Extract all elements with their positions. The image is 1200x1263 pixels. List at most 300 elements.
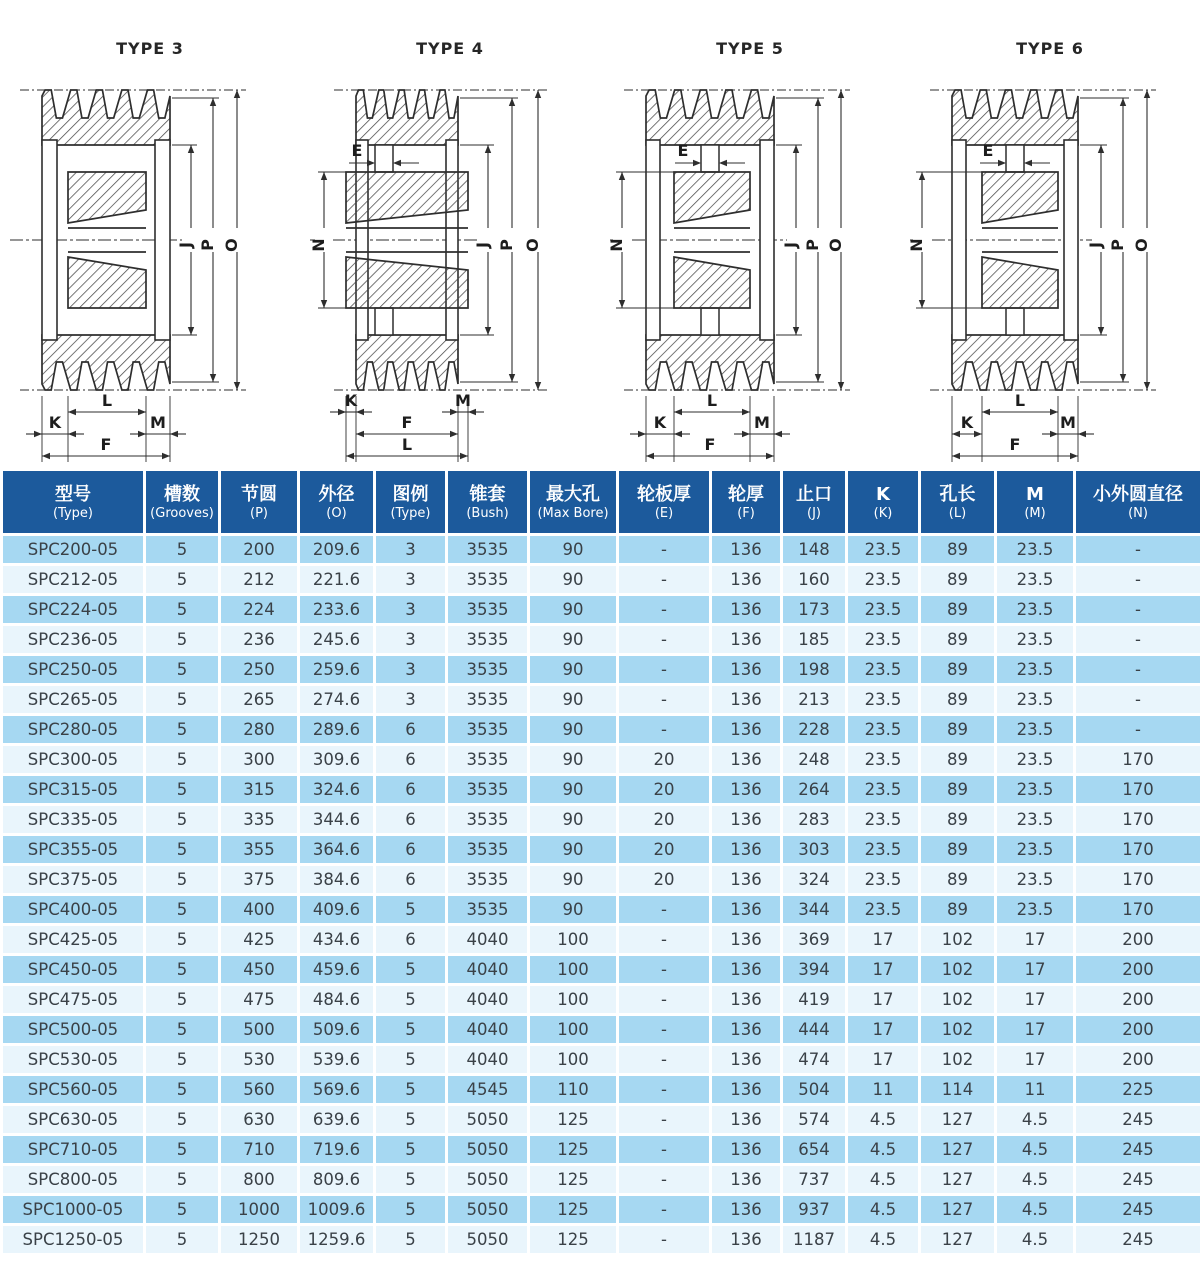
cell: 23.5 [996, 895, 1075, 925]
dim-label-O: O [222, 238, 241, 252]
cell: 809.6 [299, 1165, 375, 1195]
dim-label-M: M [455, 391, 471, 410]
cell: 3535 [447, 865, 529, 895]
cell: 125 [529, 1225, 618, 1255]
cell: 213 [782, 685, 847, 715]
dim-label-K: K [960, 413, 974, 432]
dim-label-E: E [982, 141, 994, 160]
cell: 324.6 [299, 775, 375, 805]
cell: 5050 [447, 1135, 529, 1165]
cell: 89 [920, 655, 996, 685]
column-header: K (K) [847, 470, 920, 535]
diagram-title: TYPE 6 [1016, 39, 1084, 58]
cell: - [618, 1075, 711, 1105]
cell: 23.5 [996, 625, 1075, 655]
cell: 3535 [447, 685, 529, 715]
cell: 245 [1075, 1135, 1200, 1165]
cell: - [618, 565, 711, 595]
cell: - [618, 1015, 711, 1045]
dim-label-M: M [150, 413, 166, 432]
cell: 89 [920, 535, 996, 565]
cell: 89 [920, 835, 996, 865]
cell: 17 [996, 925, 1075, 955]
cell: 444 [782, 1015, 847, 1045]
cell: 3535 [447, 835, 529, 865]
column-header: 外径 (O) [299, 470, 375, 535]
column-header: 轮厚 (F) [711, 470, 782, 535]
cell: 3535 [447, 805, 529, 835]
cell: 89 [920, 685, 996, 715]
cell: SPC300-05 [2, 745, 145, 775]
cell: 136 [711, 655, 782, 685]
dim-label-L: L [706, 391, 718, 410]
column-header: 轮板厚 (E) [618, 470, 711, 535]
cell: 136 [711, 835, 782, 865]
cell: 3 [375, 535, 447, 565]
cell: 228 [782, 715, 847, 745]
cell: - [1075, 565, 1200, 595]
cell: 1250 [220, 1225, 299, 1255]
cell: 355 [220, 835, 299, 865]
cell: 20 [618, 805, 711, 835]
table-header [2, 470, 1200, 535]
cell: 3535 [447, 655, 529, 685]
cell: 102 [920, 985, 996, 1015]
cell: 364.6 [299, 835, 375, 865]
cell: 500 [220, 1015, 299, 1045]
cell: 1000 [220, 1195, 299, 1225]
cell: 136 [711, 1045, 782, 1075]
cell: SPC475-05 [2, 985, 145, 1015]
dim-label-N: N [907, 238, 926, 252]
cell: 6 [375, 835, 447, 865]
cell: 530 [220, 1045, 299, 1075]
table-body [2, 535, 1200, 1255]
cell: 17 [847, 925, 920, 955]
pulley-diagram-type-3 [0, 60, 300, 468]
cell: 5 [145, 1225, 220, 1255]
cell: 5 [375, 1105, 447, 1135]
dim-label-P: P [497, 239, 516, 251]
cell: 200 [1075, 925, 1200, 955]
cell: - [618, 1105, 711, 1135]
cell: - [618, 955, 711, 985]
cell: 3535 [447, 625, 529, 655]
cell: 100 [529, 925, 618, 955]
dim-label-L: L [101, 391, 113, 410]
cell: SPC1000-05 [2, 1195, 145, 1225]
table-row [2, 865, 1200, 895]
cell: 5 [145, 1105, 220, 1135]
cell: SPC224-05 [2, 595, 145, 625]
cell: 136 [711, 985, 782, 1015]
column-header: 节圆 (P) [220, 470, 299, 535]
table-row [2, 745, 1200, 775]
table-row [2, 1045, 1200, 1075]
cell: 136 [711, 1015, 782, 1045]
cell: 1259.6 [299, 1225, 375, 1255]
cell: 574 [782, 1105, 847, 1135]
cell: 6 [375, 925, 447, 955]
cell: 800 [220, 1165, 299, 1195]
cell: 125 [529, 1135, 618, 1165]
cell: 136 [711, 745, 782, 775]
cell: 400 [220, 895, 299, 925]
cell: 136 [711, 595, 782, 625]
cell: 259.6 [299, 655, 375, 685]
cell: 5 [145, 655, 220, 685]
dim-label-F: F [1009, 435, 1021, 454]
cell: 209.6 [299, 535, 375, 565]
cell: - [1075, 625, 1200, 655]
cell: 5 [375, 1135, 447, 1165]
cell: - [1075, 595, 1200, 625]
cell: - [618, 535, 711, 565]
table-row [2, 715, 1200, 745]
cell: 136 [711, 1165, 782, 1195]
cell: 737 [782, 1165, 847, 1195]
cell: 315 [220, 775, 299, 805]
cell: 509.6 [299, 1015, 375, 1045]
cell: 6 [375, 715, 447, 745]
table-row [2, 625, 1200, 655]
table-row [2, 835, 1200, 865]
cell: 90 [529, 745, 618, 775]
cell: 127 [920, 1195, 996, 1225]
cell: 110 [529, 1075, 618, 1105]
cell: 375 [220, 865, 299, 895]
diagram-title: TYPE 5 [716, 39, 784, 58]
cell: 265 [220, 685, 299, 715]
cell: 5 [145, 955, 220, 985]
cell: 539.6 [299, 1045, 375, 1075]
cell: 125 [529, 1165, 618, 1195]
cell: 100 [529, 1045, 618, 1075]
cell: 245 [1075, 1105, 1200, 1135]
cell: 89 [920, 745, 996, 775]
cell: 394 [782, 955, 847, 985]
dim-label-K: K [48, 413, 62, 432]
cell: 114 [920, 1075, 996, 1105]
cell: 4040 [447, 985, 529, 1015]
cell: 170 [1075, 775, 1200, 805]
dim-label-J: J [473, 242, 492, 248]
cell: 23.5 [847, 895, 920, 925]
cell: 125 [529, 1105, 618, 1135]
dim-label-M: M [1060, 413, 1076, 432]
cell: 4.5 [847, 1165, 920, 1195]
cell: 5 [145, 1015, 220, 1045]
cell: 23.5 [996, 535, 1075, 565]
cell: 5 [375, 985, 447, 1015]
cell: 90 [529, 895, 618, 925]
cell: 3535 [447, 895, 529, 925]
cell: 5 [145, 535, 220, 565]
cell: 5 [145, 835, 220, 865]
cell: 654 [782, 1135, 847, 1165]
column-header: 图例 (Type) [375, 470, 447, 535]
cell: 245 [1075, 1195, 1200, 1225]
cell: - [618, 1165, 711, 1195]
cell: 937 [782, 1195, 847, 1225]
cell: 1187 [782, 1225, 847, 1255]
cell: 100 [529, 985, 618, 1015]
cell: 23.5 [996, 595, 1075, 625]
cell: 136 [711, 925, 782, 955]
dim-label-O: O [523, 238, 542, 252]
column-header: 型号 (Type) [2, 470, 145, 535]
cell: - [618, 625, 711, 655]
cell: 434.6 [299, 925, 375, 955]
cell: 23.5 [847, 595, 920, 625]
cell: 4040 [447, 1045, 529, 1075]
cell: 289.6 [299, 715, 375, 745]
table-row [2, 1165, 1200, 1195]
dim-label-M: M [754, 413, 770, 432]
column-header: 小外圆直径 (N) [1075, 470, 1200, 535]
cell: 250 [220, 655, 299, 685]
table-row [2, 655, 1200, 685]
cell: - [618, 595, 711, 625]
table-row [2, 595, 1200, 625]
cell: - [1075, 715, 1200, 745]
cell: 303 [782, 835, 847, 865]
cell: 5 [145, 745, 220, 775]
cell: 212 [220, 565, 299, 595]
cell: 5 [145, 895, 220, 925]
column-header: 锥套 (Bush) [447, 470, 529, 535]
cell: 5 [145, 565, 220, 595]
cell: SPC335-05 [2, 805, 145, 835]
cell: 5 [375, 1165, 447, 1195]
cell: 3 [375, 595, 447, 625]
table-row [2, 805, 1200, 835]
cell: - [618, 985, 711, 1015]
cell: SPC500-05 [2, 1015, 145, 1045]
diagrams-section [0, 0, 1200, 468]
cell: 17 [847, 1045, 920, 1075]
cell: 504 [782, 1075, 847, 1105]
cell: 5 [375, 1075, 447, 1105]
cell: 17 [847, 955, 920, 985]
dim-label-P: P [803, 239, 822, 251]
cell: SPC200-05 [2, 535, 145, 565]
cell: 335 [220, 805, 299, 835]
cell: 89 [920, 715, 996, 745]
cell: - [618, 1135, 711, 1165]
cell: 248 [782, 745, 847, 775]
cell: SPC375-05 [2, 865, 145, 895]
cell: - [618, 925, 711, 955]
cell: 23.5 [847, 775, 920, 805]
cell: 17 [847, 1015, 920, 1045]
cell: 90 [529, 565, 618, 595]
column-header: 最大孔 (Max Bore) [529, 470, 618, 535]
cell: 5 [145, 1165, 220, 1195]
cell: 4.5 [847, 1195, 920, 1225]
table-row [2, 1105, 1200, 1135]
cell: 90 [529, 685, 618, 715]
cell: 89 [920, 865, 996, 895]
cell: 23.5 [996, 865, 1075, 895]
cell: 236 [220, 625, 299, 655]
cell: 125 [529, 1195, 618, 1225]
cell: 3 [375, 685, 447, 715]
cell: 630 [220, 1105, 299, 1135]
cell: 23.5 [996, 835, 1075, 865]
cell: 160 [782, 565, 847, 595]
cell: 245.6 [299, 625, 375, 655]
cell: 185 [782, 625, 847, 655]
cell: 90 [529, 805, 618, 835]
cell: 136 [711, 805, 782, 835]
cell: 23.5 [996, 565, 1075, 595]
cell: 4040 [447, 1015, 529, 1045]
cell: 23.5 [847, 535, 920, 565]
cell: 23.5 [996, 775, 1075, 805]
cell: 170 [1075, 895, 1200, 925]
cell: 6 [375, 805, 447, 835]
cell: 3 [375, 655, 447, 685]
cell: 23.5 [996, 745, 1075, 775]
cell: - [618, 715, 711, 745]
cell: 127 [920, 1135, 996, 1165]
cell: 200 [1075, 1015, 1200, 1045]
cell: 450 [220, 955, 299, 985]
dim-label-K: K [344, 391, 358, 410]
cell: 4.5 [996, 1105, 1075, 1135]
cell: 369 [782, 925, 847, 955]
table-row [2, 895, 1200, 925]
dim-label-L: L [1014, 391, 1026, 410]
dim-label-L: L [401, 435, 413, 454]
cell: 136 [711, 535, 782, 565]
cell: 11 [847, 1075, 920, 1105]
cell: 419 [782, 985, 847, 1015]
cell: 23.5 [996, 685, 1075, 715]
cell: 5 [145, 715, 220, 745]
cell: 136 [711, 1135, 782, 1165]
cell: 233.6 [299, 595, 375, 625]
cell: - [618, 895, 711, 925]
table-row [2, 1225, 1200, 1255]
cell: 264 [782, 775, 847, 805]
cell: 170 [1075, 805, 1200, 835]
diagram-title: TYPE 4 [416, 39, 484, 58]
cell: 283 [782, 805, 847, 835]
dim-label-F: F [401, 413, 413, 432]
cell: 127 [920, 1105, 996, 1135]
cell: 89 [920, 895, 996, 925]
cell: 5 [145, 925, 220, 955]
cell: 17 [996, 955, 1075, 985]
dim-label-E: E [677, 141, 689, 160]
cell: 300 [220, 745, 299, 775]
cell: SPC630-05 [2, 1105, 145, 1135]
column-header: 槽数 (Grooves) [145, 470, 220, 535]
cell: 5 [145, 1075, 220, 1105]
cell: 90 [529, 865, 618, 895]
table-row [2, 1075, 1200, 1105]
cell: 90 [529, 535, 618, 565]
dim-label-N: N [309, 238, 328, 252]
cell: 280 [220, 715, 299, 745]
cell: 136 [711, 1105, 782, 1135]
dim-label-J: J [1086, 242, 1105, 248]
cell: 245 [1075, 1225, 1200, 1255]
cell: 136 [711, 625, 782, 655]
cell: 5 [145, 625, 220, 655]
cell: 102 [920, 925, 996, 955]
cell: 136 [711, 685, 782, 715]
column-header: 止口 (J) [782, 470, 847, 535]
cell: 23.5 [847, 865, 920, 895]
cell: 17 [847, 985, 920, 1015]
cell: 23.5 [847, 805, 920, 835]
cell: 20 [618, 835, 711, 865]
cell: - [618, 1045, 711, 1075]
cell: 136 [711, 955, 782, 985]
cell: SPC530-05 [2, 1045, 145, 1075]
cell: 23.5 [996, 655, 1075, 685]
cell: 4040 [447, 955, 529, 985]
cell: 100 [529, 1015, 618, 1045]
dim-label-F: F [100, 435, 112, 454]
cell: 309.6 [299, 745, 375, 775]
dim-label-P: P [198, 239, 217, 251]
cell: 90 [529, 715, 618, 745]
cell: 136 [711, 865, 782, 895]
cell: SPC250-05 [2, 655, 145, 685]
cell: 5 [145, 805, 220, 835]
diagram-type-4 [300, 0, 600, 468]
cell: - [1075, 685, 1200, 715]
cell: 5 [145, 1135, 220, 1165]
pulley-diagram-type-4 [300, 60, 600, 468]
dim-label-K: K [653, 413, 667, 432]
cell: 200 [1075, 955, 1200, 985]
cell: 102 [920, 1045, 996, 1075]
cell: SPC280-05 [2, 715, 145, 745]
cell: 3 [375, 565, 447, 595]
cell: 710 [220, 1135, 299, 1165]
table-row [2, 775, 1200, 805]
cell: 89 [920, 595, 996, 625]
cell: 344 [782, 895, 847, 925]
dim-label-F: F [704, 435, 716, 454]
cell: 100 [529, 955, 618, 985]
cell: - [618, 1195, 711, 1225]
cell: SPC212-05 [2, 565, 145, 595]
table-row [2, 685, 1200, 715]
cell: 4.5 [847, 1135, 920, 1165]
cell: 200 [1075, 985, 1200, 1015]
cell: 4.5 [996, 1165, 1075, 1195]
cell: 224 [220, 595, 299, 625]
cell: - [618, 655, 711, 685]
cell: 5 [145, 985, 220, 1015]
cell: 136 [711, 1075, 782, 1105]
table-row [2, 955, 1200, 985]
cell: 5 [145, 595, 220, 625]
cell: 384.6 [299, 865, 375, 895]
cell: 23.5 [847, 625, 920, 655]
cell: SPC355-05 [2, 835, 145, 865]
cell: 170 [1075, 865, 1200, 895]
dim-label-N: N [607, 238, 626, 252]
diagram-type-6 [900, 0, 1200, 468]
cell: 89 [920, 805, 996, 835]
